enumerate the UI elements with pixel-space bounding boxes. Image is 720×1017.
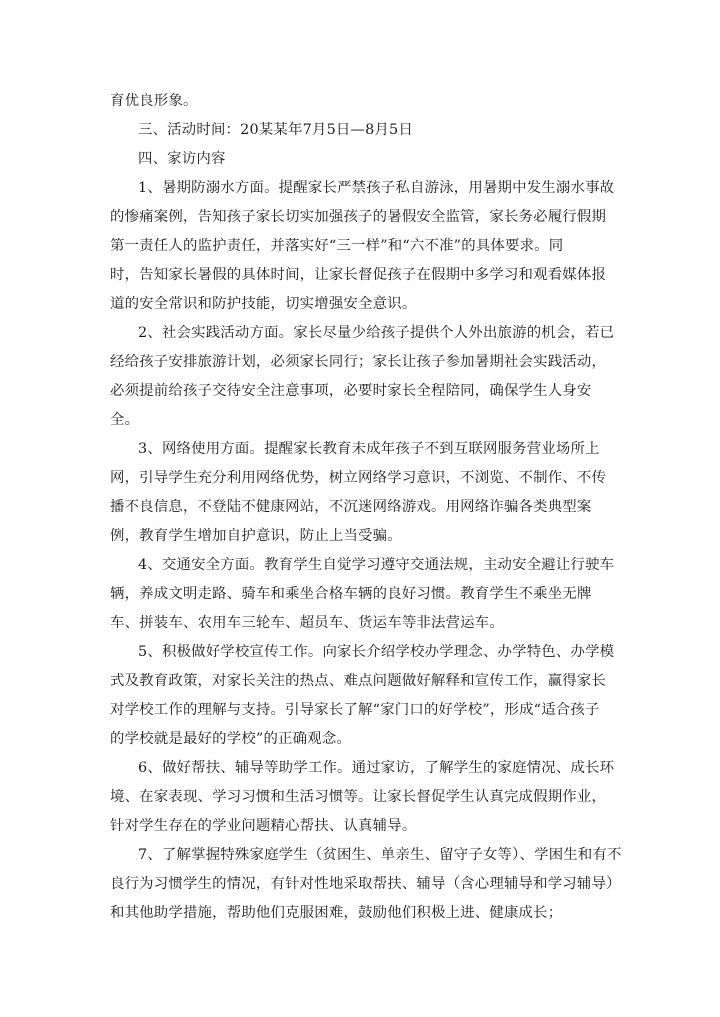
text-line-22: 对学校工作的理解与支持。引导家长了解“家门口的好学校”，形成“适合孩子	[110, 702, 600, 718]
text-line-25: 境、在家表现、学习习惯和生活习惯等。让家长督促学生认真完成假期作业，	[110, 789, 607, 805]
text-line-12: 全。	[110, 412, 140, 428]
text-line-20: 5、积极做好学校宣传工作。向家长介绍学校办学理念、办学特色、办学模	[138, 644, 615, 660]
text-line-10: 经给孩子安排旅游计划，必须家长同行；家长让孩子参加暑期社会实践活动，	[110, 354, 607, 370]
text-line-4: 1、暑期防溺水方面。提醒家长严禁孩子私自游泳，用暑期中发生溺水事故	[138, 180, 615, 196]
text-line-27: 7、了解掌握特殊家庭学生（贫困生、单亲生、留守子女等）、学困生和有不	[138, 847, 622, 863]
text-line-9: 2、社会实践活动方面。家长尽量少给孩子提供个人外出旅游的机会，若已	[138, 325, 615, 341]
section-heading-activity-time: 三、活动时间：20某某年7月5日—8月5日	[138, 122, 413, 138]
text-line-24: 6、做好帮扶、辅导等助学工作。通过家访，了解学生的家庭情况、成长环	[138, 760, 615, 776]
text-line-14: 网，引导学生充分利用网络优势，树立网络学习意识，不浏览、不制作、不传	[110, 470, 607, 486]
text-line-26: 针对学生存在的学业问题精心帮扶、认真辅导。	[110, 818, 417, 834]
text-line-13: 3、网络使用方面。提醒家长教育未成年孩子不到互联网服务营业场所上	[138, 441, 600, 457]
text-line-19: 车、拼装车、农用车三轮车、超员车、货运车等非法营运车。	[110, 615, 504, 631]
text-line-18: 辆，养成文明走路、骑车和乘坐合格车辆的良好习惯。教育学生不乘坐无牌	[110, 586, 592, 602]
text-line-21: 式及教育政策，对家长关注的热点、难点问题做好解释和宣传工作，赢得家长	[110, 673, 607, 689]
text-line-8: 道的安全常识和防护技能，切实增强安全意识。	[110, 296, 417, 312]
text-line-28: 良行为习惯学生的情况，有针对性地采取帮扶、辅导（含心理辅导和学习辅导）	[110, 876, 621, 892]
text-line-29: 和其他助学措施，帮助他们克服困难，鼓励他们积极上进、健康成长；	[110, 905, 563, 921]
text-line-1: 育优良形象。	[110, 93, 198, 109]
text-line-17: 4、交通安全方面。教育学生自觉学习遵守交通法规，主动安全避让行驶车	[138, 557, 615, 573]
text-line-15: 播不良信息，不登陆不健康网站，不沉迷网络游戏。用网络诈骗各类典型案	[110, 499, 592, 515]
text-line-5: 的惨痛案例，告知孩子家长切实加强孩子的暑假安全监管，家长务必履行假期	[110, 209, 607, 225]
text-line-6: 第一责任人的监护责任，并落实好“三一样”和“六不准”的具体要求。同	[110, 238, 564, 254]
text-line-11: 必须提前给孩子交待安全注意事项，必要时家长全程陪同，确保学生人身安	[110, 383, 592, 399]
text-line-7: 时，告知家长暑假的具体时间，让家长督促孩子在假期中多学习和观看媒体报	[110, 267, 607, 283]
section-heading-visit-content: 四、家访内容	[138, 151, 226, 167]
text-line-16: 例，教育学生增加自护意识，防止上当受骗。	[110, 528, 402, 544]
text-line-23: 的学校就是最好的学校”的正确观念。	[110, 731, 352, 747]
